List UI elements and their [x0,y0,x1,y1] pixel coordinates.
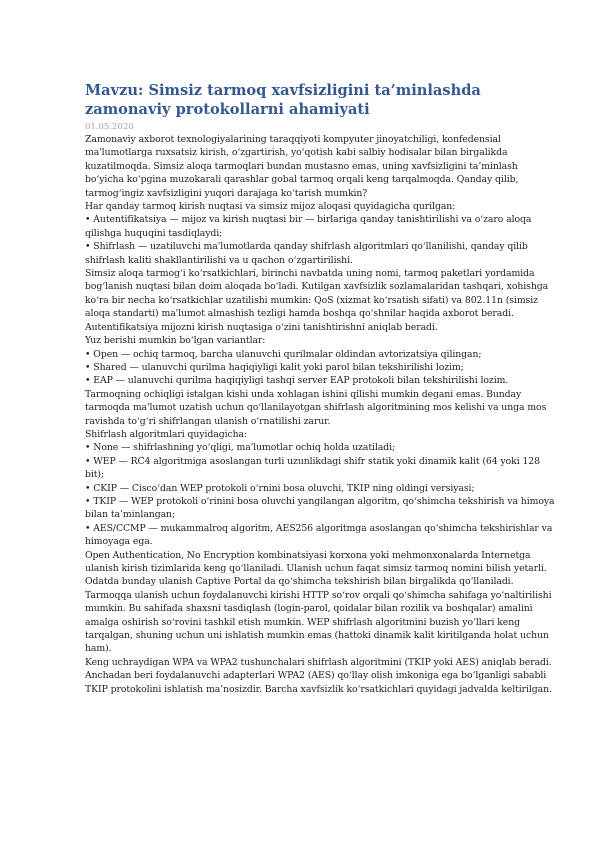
body-paragraph: Shifrlash algoritmlari quyidagicha: [85,428,248,440]
body-paragraph: Simsiz aloqa tarmog‘i ko‘rsatkichlari, birinchi navbatda uning nomi, tarmoq paketlari yordamida bog‘lanish nuqtasi bilan doim aloqada bo‘ladi. Kutilgan xavfsizlik sozlamalaridan tashqari, xohishga ko‘ra bir necha ko‘rsatkichlar uzatilishi mumkin: QoS (xizmat ko‘rsatish sifati) va 802.11n (simsiz aloqa standarti) ma'lumot almashish tezligi hamda boshqa qo‘shnilar haqida axborot beradi. Autentifikatsiya mijozni kirish nuqtasiga o‘zini tanishtirishni aniqlab beradi. [85,268,549,333]
list-item: • Shared — ulanuvchi qurilma haqiqiyligi kalit yoki parol bilan tekshirilishi lozim; [85,361,464,373]
document-date: 01.05.2020 [85,122,134,132]
list-item: • Autentifikatsiya — mijoz va kirish nuqtasi bir — birlariga qanday tanishtirilishi va o‘zaro aloqa qilishga huquqini tasdiqlaydi; [85,214,532,239]
list-item: • None — shifrlashning yo‘qligi, ma'lumotlar ochiq holda uzatiladi; [85,442,396,454]
list-item: • Shifrlash — uzatiluvchi ma'lumotlarda qanday shifrlash algoritmlari qo‘llanilishi, qanday qilib shifrlash kaliti shakllantirilishi va u qachon o‘zgartirilishi. [85,241,528,266]
list-item: • Open — ochiq tarmoq, barcha ulanuvchi qurilmalar oldindan avtorizatsiya qilingan; [85,348,482,360]
document-page [85,81,555,696]
body-paragraph: Har qanday tarmoq kirish nuqtasi va simsiz mijoz aloqasi quyidagicha qurilgan: [85,201,456,213]
body-paragraph: Tarmoqning ochiqligi istalgan kishi unda xohlagan ishini qilishi mumkin degani emas. Bunday tarmoqda ma'lumot uzatish uchun qo‘llanilayotgan shifrlash algoritmining mos kelishi va unga mos ravishda to‘g‘ri shifrlangan ulanish o‘rnatilishi zarur. [85,388,547,427]
list-item: • CKIP — Cisco‘dan WEP protokoli o‘rnini bosa oluvchi, TKIP ning oldingi versiyasi; [85,482,475,494]
body-paragraph: Open Authentication, No Encryption kombinatsiyasi korxona yoki mehmonxonalarda Internetga ulanish kirish tizimlarida keng qo‘llaniladi. Ulanish uchun faqat simsiz tarmoq nomini bilish yetarli. Odatda bunday ulanish Captive Portal da qo‘shimcha tekshirish bilan birgalikda qo‘llaniladi. Tarmoqqa ulanish uchun foydalanuvchi kirishi HTTP so‘rov orqali qo‘shimcha sahifaga yo‘naltirilishi mumkin. Bu sahifada shaxsni tasdiqlash (login-parol, qoidalar bilan rozilik va boshqalar) amalini amalga oshirish so‘rovini tashkil etish mumkin. WEP shifrlash algoritmini buzish yo‘llari keng tarqalgan, shuning uchun uni ishlatish mumkin emas (hattoki dinamik kalit kiritilganda holat uchun ham). [85,549,552,655]
body-paragraph: Keng uchraydigan WPA va WPA2 tushunchalari shifrlash algoritmini (TKIP yoki AES) aniqlab beradi. Anchadan beri foydalanuvchi adapterlari WPA2 (AES) qo‘llay olish imkoniga ega bo‘lganligi sababli TKIP protokolini ishlatish ma’nosizdir. Barcha xavfsizlik ko‘rsatkichlari quyidagi jadvalda keltirilgan. [85,656,552,695]
list-item: • EAP — ulanuvchi qurilma haqiqiyligi tashqi server EAP protokoli bilan tekshirilishi lozim. [85,375,509,387]
list-item: • AES/CCMP — mukammalroq algoritm, AES256 algoritmga asoslangan qo‘shimcha tekshirishlar va himoyaga ega. [85,522,553,548]
list-item: • TKIP — WEP protokoli o‘rinini bosa oluvchi yangilangan algoritm, qo‘shimcha tekshirish va himoya bilan ta’minlangan; [85,495,555,521]
body-paragraph: Zamonaviy axborot texnologiyalarining taraqqiyoti kompyuter jinoyatchiligi, konfedensial ma'lumotlarga ruxsatsiz kirish, o‘zgartirish, yo‘qotish kabi salbiy hodisalar bilan birgalikda kuzatilmoqda. Simsiz aloqa tarmoqlari bundan mustasno emas, uning xavfsizligini ta’minlash bo‘yicha ko‘pgina muzokarali qarashlar gobal tarmoq orqali keng tarqalmoqda. Qanday qilib, tarmog‘ingiz xavfsizligini yuqori darajaga ko‘tarish mumkin? [85,134,519,199]
body-paragraph: Yuz berishi mumkin bo‘lgan variantlar: [85,335,266,347]
document-title: Mavzu: Simsiz tarmoq xavfsizligini ta’minlashda zamonaviy protokollarni ahamiyati [85,82,481,118]
document-body [85,133,555,696]
list-item: • WEP — RC4 algoritmiga asoslangan turli uzunlikdagi shifr statik yoki dinamik kalit (64 yoki 128 bit); [85,455,540,481]
